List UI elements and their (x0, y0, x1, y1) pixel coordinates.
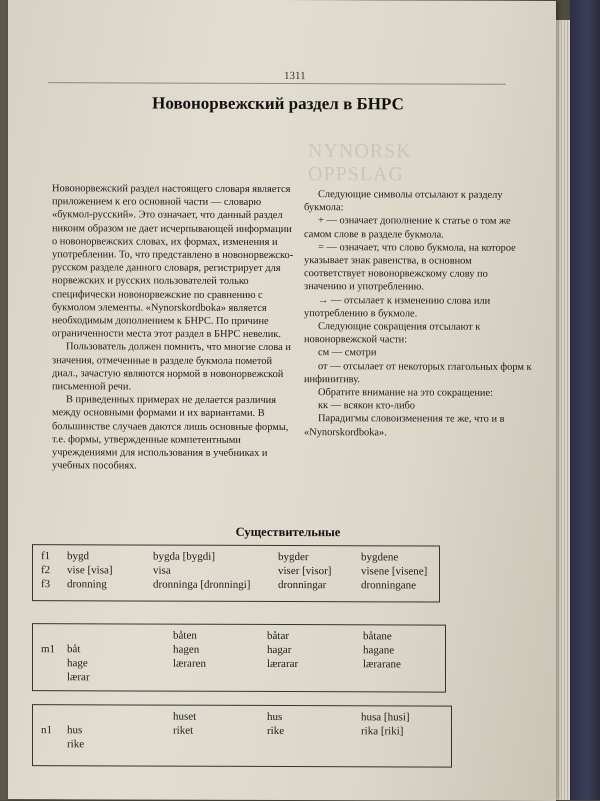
table-cell: rika [riki] (361, 725, 404, 738)
paragraph: от — отсылает от некоторых глагольных форм к инфинитиву. (304, 360, 532, 386)
table-cell: lærar (67, 671, 90, 684)
paragraph: Обратите внимание на это сокращение: (318, 387, 493, 399)
table-cell: båt (67, 643, 81, 656)
table-cell: f3 (41, 578, 51, 591)
table-cell: lærarar (267, 657, 299, 671)
paragraph: Пользователь должен помнить, что многие слова и значения, отмеченные в разделе букмола пометой диал., зачастую являются нормой в новонорвежской письменной речи. (52, 341, 291, 393)
table-cell: huset (173, 710, 197, 723)
paragraph: = — означает, что слово букмола, на которое указывает знак равенства, в основном соответствует новонорвежскому слову по значению и употреблению. (304, 241, 516, 293)
table-row (41, 671, 445, 686)
table-cell: dronninga [dronningi] (153, 578, 251, 591)
paragraph: В приведенных примерах не делается различия между основными формами и их вариантами. В большинстве случаев даются лишь основные формы, т.е. формы, утвержденные компетентными учреждениями для использования в учебниках и учебных пособиях. (52, 394, 289, 472)
table-cell: hage (67, 657, 88, 670)
table-row (41, 578, 441, 593)
table-cell: båtane (363, 630, 392, 643)
table-row (41, 724, 451, 739)
table-cell: f1 (41, 550, 51, 563)
table-row (41, 738, 451, 753)
table-cell: bygd (67, 550, 89, 563)
paragraph: Следующие символы отсылают к разделу букмола: (304, 189, 503, 214)
table-cell: hus (67, 724, 83, 737)
page-number: 1311 (284, 70, 306, 83)
table-cell: viser [visor] (278, 564, 332, 578)
page-title: Новонорвежский раздел в БНРС (152, 93, 404, 114)
bleed-through-text: NYNORSK OPPSLAG (308, 140, 412, 186)
table-cell: husa [husi] (361, 711, 410, 724)
table-cell: f2 (41, 564, 51, 577)
table-row (41, 564, 441, 579)
table-cell: visene [visene] (361, 565, 428, 578)
table-cell: riket (173, 724, 194, 737)
table-cell: båtar (267, 629, 289, 643)
table-cell: båten (173, 629, 197, 642)
paragraph: Парадигмы словоизменения те же, что и в «Nynorskordboka». (304, 413, 505, 439)
table-cell: læraren (173, 657, 206, 670)
book-cover-edge (570, 0, 600, 800)
table-cell: rike (67, 738, 85, 751)
paradigm-table-feminine (32, 544, 440, 602)
table-cell: hus (267, 710, 283, 724)
paragraph: Новонорвежский раздел настоящего словаря является приложением к его основной части — словарю «букмол-русский». Это означает, что данный раздел никоим образом не дает исчерпывающей информации о новонорвежских словах, их формах, изменения и употреблении. То, что представлено в новонорвежско-русском разделе данного словаря, регистрирует для норвежских и русских пользователей только специфически новонорвежские по сравнению с букмолом элементы. «Nynorskordboka» является необходимым дополнением к БНРС. По причине ограниченности места этот раздел в БНРС невелик. (52, 183, 294, 341)
table-cell: bygder (278, 550, 309, 564)
left-column (52, 182, 294, 473)
table-cell: n1 (41, 724, 52, 737)
right-column (304, 188, 532, 440)
table-cell: hagen (173, 643, 200, 656)
table-cell: lærarane (363, 658, 401, 671)
table-cell: dronningar (278, 578, 327, 592)
table-cell: m1 (41, 643, 56, 656)
paragraph: Следующие сокращения отсылают к новонорвежской части: (304, 321, 481, 346)
table-cell: dronningane (361, 579, 416, 592)
table-row (41, 550, 441, 565)
paragraph: кк — всякон кто-либо (318, 400, 415, 412)
table-cell: visa (153, 564, 171, 577)
header-rule (48, 82, 506, 85)
table-cell: hagane (363, 644, 395, 657)
table-cell: vise [visa] (67, 564, 113, 577)
table-row (41, 657, 445, 672)
paradigm-table-masculine (32, 623, 446, 692)
table-row (41, 629, 445, 644)
paradigm-table-neuter (32, 704, 452, 767)
page-stack-edge (556, 20, 570, 800)
table-cell: bygdene (361, 551, 399, 564)
paragraph: → — отсылает к изменению слова или употреблению в букмоле. (304, 294, 491, 320)
table-cell: hagar (267, 643, 292, 657)
table-cell: bygda [bygdi] (153, 550, 216, 563)
paragraph: + — означает дополнение к статье о том же самом слове в разделе букмола. (304, 215, 511, 241)
section-title: Существительные (235, 524, 341, 540)
table-row (41, 710, 451, 725)
paragraph: см — смотри (318, 347, 377, 359)
table-cell: rike (267, 724, 285, 738)
table-row (41, 643, 445, 658)
table-cell: dronning (67, 578, 107, 591)
book-page (8, 0, 556, 801)
